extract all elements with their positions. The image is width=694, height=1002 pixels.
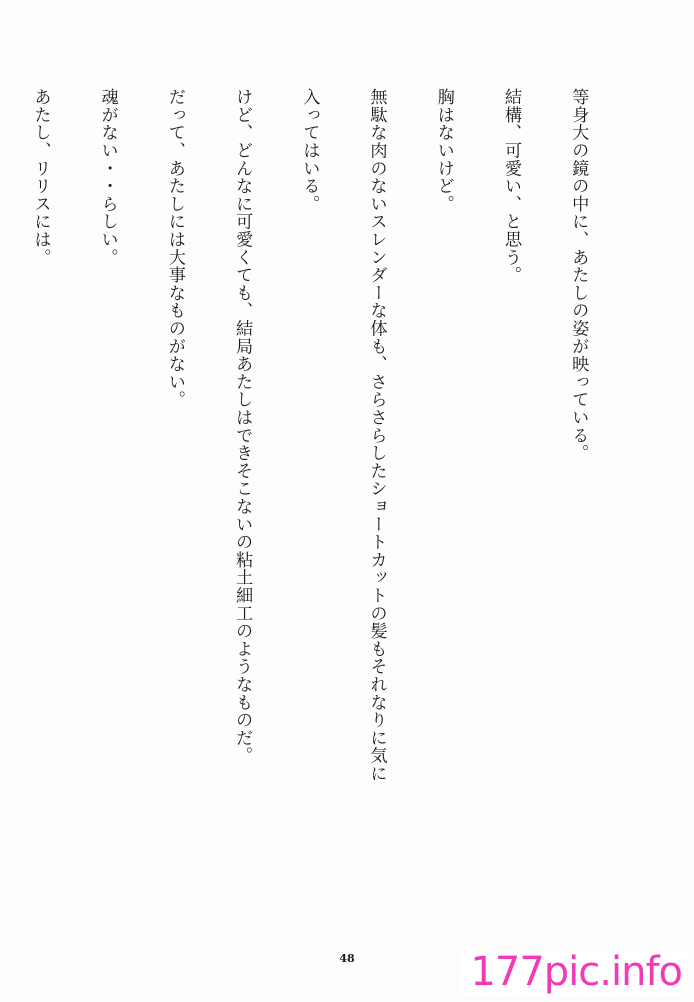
text-line: けど、どんなに可愛くても、結局あたしはできそこないの粘土細工のようなものだ。 [232, 88, 253, 765]
text-line: 胸はないけど。 [433, 88, 454, 213]
page-number: 48 [339, 952, 355, 965]
text-line: 等身大の鏡の中に、あたしの姿が映っている。 [568, 88, 589, 462]
text-line: 入ってはいる。 [299, 88, 320, 213]
text-line: あたし、リリスには。 [30, 88, 51, 266]
text-line: 結構、可愛い、と思う。 [500, 88, 521, 284]
text-line: だって、あたしには大事なものがない。 [164, 88, 185, 409]
text-line: 魂がない・・らしい。 [97, 88, 118, 266]
text-line: 無駄な肉のないスレンダーな体も、さらさらしたショートカットの髪もそれなりに気に [366, 88, 387, 783]
watermark-logo: 177pic.info [460, 950, 686, 996]
vertical-text-body [0, 88, 634, 783]
